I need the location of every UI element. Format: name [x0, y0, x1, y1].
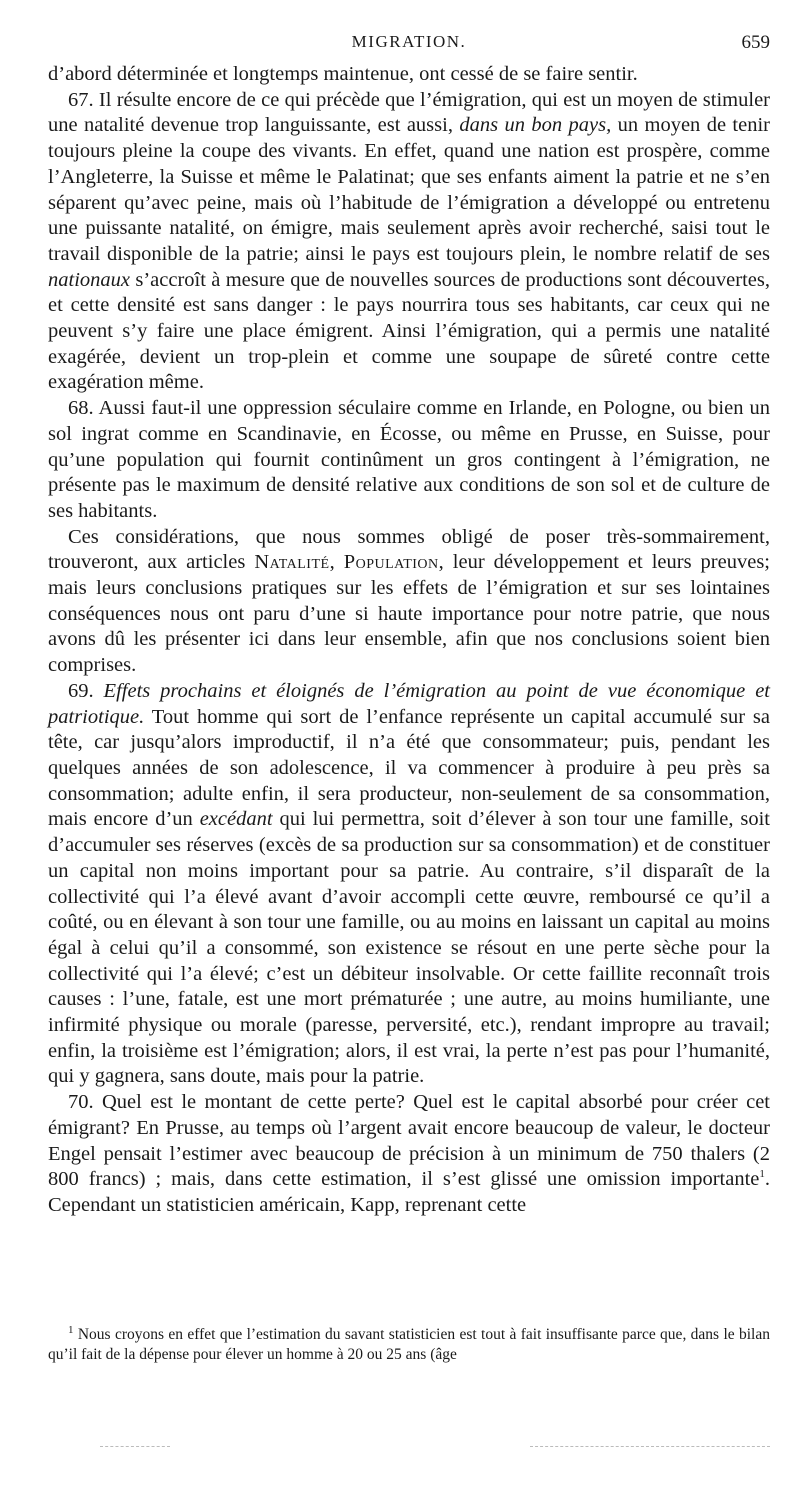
- page-number: 659: [741, 32, 770, 53]
- paragraph-69: 69. Effets prochains et éloignés de l’émigration au point de vue économique et patriotique. Tout homme qui sort de l’enfance représente un capital accumulé sur sa tête, car jusqu’alors improductif, il n’a été que consommateur; puis, pendant les quelques années de son adolescence, il va commencer à produire à peu près sa consommation; adulte enfin, il sera producteur, non-seulement de sa consommation, mais encore d’un excédant qui lui permettra, soit d’élever à son tour une famille, soit d’accumuler ses réserves (excès de sa production sur sa consommation) et de constituer un capital non moins important pour sa patrie. Au contraire, s’il disparaît de la collectivité qui l’a élevé avant d’avoir accompli cette œuvre, remboursé ce qu’il a coûté, ou en élevant à son tour une famille, ou au moins en laissant un capital au moins égal à celui qu’il a consommé, son existence se résout en une perte sèche pour la collectivité qui l’a élevé; c’est un débiteur insolvable. Or cette faillite reconnaît trois causes : l’une, fatale, est une mort prématurée ; une autre, au moins humiliante, une infirmité physique ou morale (paresse, perversité, etc.), rendant impropre au travail; enfin, la troisième est l’émigration; alors, il est vrai, la perte n’est pas pour l’humanité, qui y gagnera, sans doute, mais pour la patrie.: [48, 679, 770, 1088]
- footnotes: [48, 1325, 770, 1365]
- paragraph-number: 70.: [68, 1091, 94, 1114]
- paragraph-68: 68. Aussi faut-il une oppression séculaire comme en Irlande, en Pologne, ou bien un sol ingrat comme en Scandinavie, en Écosse, ou même en Prusse, en Suisse, pour qu’une population qui fournit continûment un gros contingent à l’émigration, ne présente pas le maximum de densité relative aux conditions de son sol et de culture de ses habitants.: [48, 397, 770, 522]
- section-title: Effets prochains et éloignés de l’émigration au point de vue économique et patriotique.: [48, 679, 770, 728]
- footnote-1: $^1$ Nous croyons en effet que l’estimation du savant statisticien est tout à fait insuffisante parce que, dans le bilan qu’il fait de la dépense pour élever un homme à 20 ou 25 ans (âge: [48, 1323, 770, 1363]
- cross-reference: Natalité: [254, 551, 330, 574]
- emphasis: nationaux: [48, 268, 130, 291]
- footnote-mark: 1: [68, 1323, 74, 1336]
- emphasis: dans un bon pays,: [459, 114, 612, 137]
- paragraph-continuation: d’abord déterminée et longtemps maintenue, ont cessé de se faire sentir.: [48, 63, 638, 85]
- page-header: [48, 30, 770, 58]
- paragraph-number: 68.: [68, 397, 94, 420]
- body-text: [48, 62, 770, 1219]
- bottom-divider: [530, 1446, 770, 1448]
- cross-reference: Population: [343, 551, 439, 574]
- paragraph-considerations: Ces considérations, que nous sommes obligé de poser très-sommairement, trouveront, aux articles Natalité, Population, leur développement et leurs preuves; mais leurs conclusions pratiques sur les effets de l’émigration et sur ses lointaines conséquences nous ont paru d’une si haute importance pour notre patrie, que nous avons dû les présenter ici dans leur ensemble, afin que nos conclusions soient bien comprises.: [48, 525, 771, 677]
- bottom-divider: [100, 1446, 170, 1448]
- paragraph-number: 67.: [68, 88, 94, 111]
- paragraph-70: 70. Quel est le montant de cette perte? Quel est le capital absorbé pour créer cet émigrant? En Prusse, au temps où l’argent avait encore beaucoup de valeur, le docteur Engel pensait l’estimer avec beaucoup de précision à un minimum de 750 thalers (2 800 francs) ; mais, dans cette estimation, il s’est glissé une omission importante$^1$. Cependant un statisticien américain, Kapp, reprenant cette: [48, 1091, 770, 1216]
- paragraph-67: 67. Il résulte encore de ce qui précède que l’émigration, qui est un moyen de stimuler une natalité devenue trop languissante, est aussi, dans un bon pays, un moyen de tenir toujours pleine la coupe des vivants. En effet, quand une nation est prospère, comme l’Angleterre, la Suisse et même le Palatinat; que ses enfants aiment la patrie et ne s’en séparent qu’avec peine, mais où l’habitude de l’émigration a développé ou entretenu une puissante natalité, on émigre, mais seulement après avoir recherché, saisi tout le travail disponible de la patrie; ainsi le pays est toujours plein, le nombre relatif de ses nationaux s’accroît à mesure que de nouvelles sources de productions sont découvertes, et cette densité est sans danger : le pays nourrira tous ses habitants, car ceux qui ne peuvent s’y faire une place émigrent. Ainsi l’émigration, qui a permis une natalité exagérée, devient un trop-plein et comme une soupape de sûreté contre cette exagération même.: [48, 88, 770, 394]
- emphasis: excédant: [199, 808, 273, 831]
- running-head: MIGRATION.: [351, 32, 467, 51]
- paragraph-number: 69.: [68, 679, 94, 702]
- footnote-ref[interactable]: 1: [759, 1168, 765, 1181]
